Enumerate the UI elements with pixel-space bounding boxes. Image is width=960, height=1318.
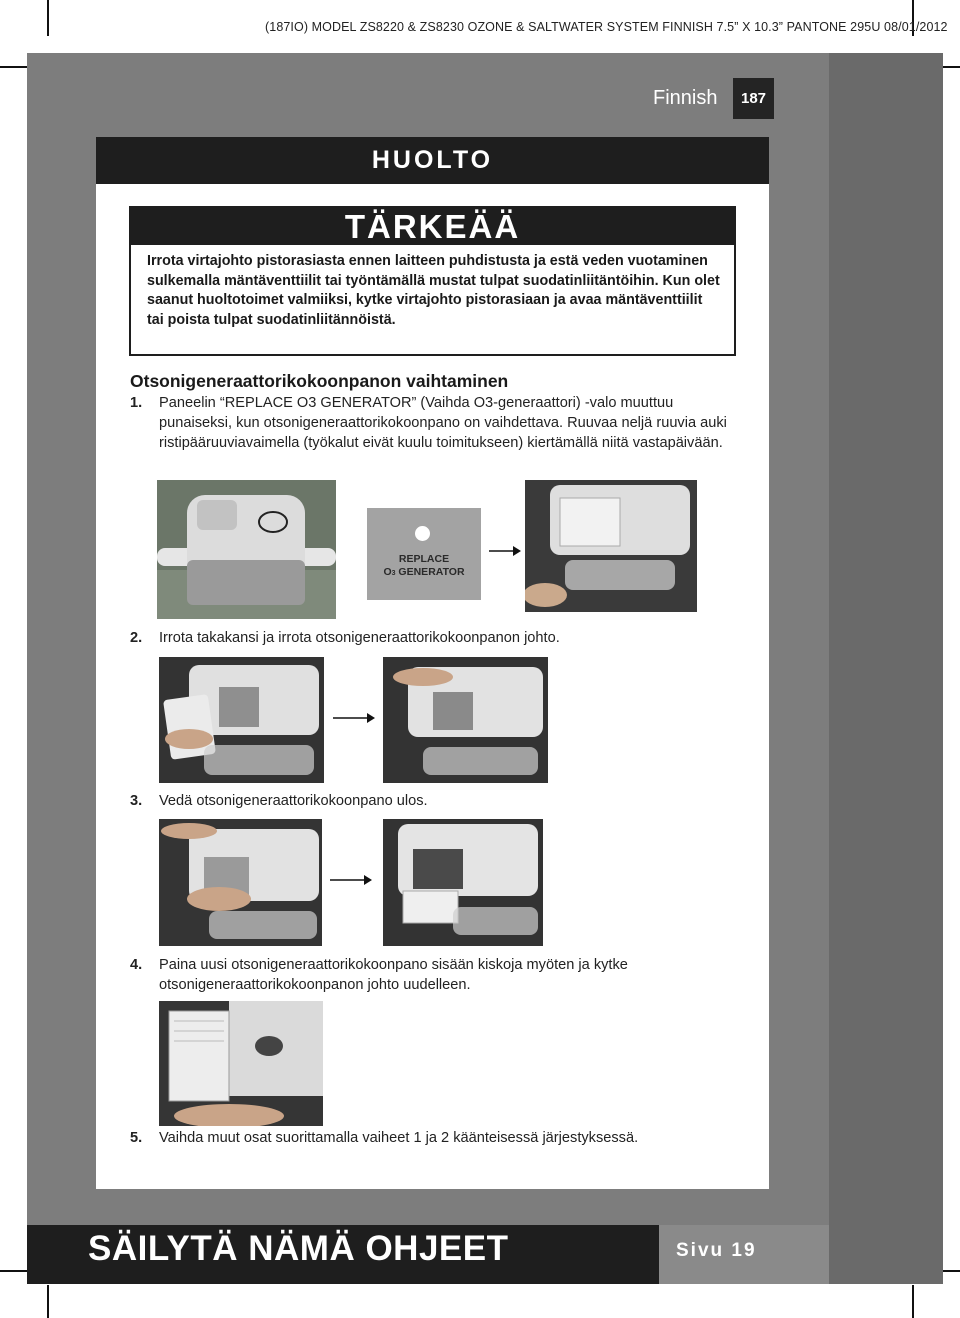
step-number: 3. [130,793,143,809]
step-number: 4. [130,957,143,973]
subheading: Otsonigeneraattorikokoonpanon vaihtaminen [130,371,509,391]
step-text: Irrota takakansi ja irrota otsonigeneraattorikokoonpanon johto. [159,630,560,646]
photo-unscrew-back-cover [525,480,697,612]
page-number-badge: 187 [733,78,774,119]
crop-mark [912,1285,914,1318]
arrow-icon [330,874,372,886]
photo-removed-assembly [383,819,543,946]
language-label: Finnish [653,87,718,109]
photo-disconnect-cable [383,657,548,783]
footer-right-bar [829,1225,943,1284]
panel-label: REPLACE O3 GENERATOR [383,553,465,578]
step-text: Paina uusi otsonigeneraattorikokoonpano sisään kiskoja myöten ja kytke otsonigeneraattorikokoonpanon johto uudelleen. [159,957,628,994]
step-number: 2. [130,630,143,646]
photo-pull-out-assembly [159,819,322,946]
photo-remove-back-cover [159,657,324,783]
crop-mark [47,1285,49,1318]
step-text: Vedä otsonigeneraattorikokoonpano ulos. [159,793,428,809]
print-header: (187IO) MODEL ZS8220 & ZS8230 OZONE & SALTWATER SYSTEM FINNISH 7.5” X 10.3” PANTONE 295U 08/01/2012 [265,20,948,34]
step-text: Paneelin “REPLACE O3 GENERATOR” (Vaihda O3-generaattori) -valo muuttuu punaiseksi, kun otsonigeneraattorikokoonpano on vaihdettava. Ruuvaa neljä ruuvia auki ristipääruuviavaimella (työkalut eivät kuulu toimitukseen) kiertämällä niitä vastapäivään. [159,395,727,452]
warning-title: TÄRKEÄÄ [131,208,734,245]
footer-title: SÄILYTÄ NÄMÄ OHJEET [88,1229,509,1268]
crop-mark [47,0,49,36]
right-margin-bar [829,53,943,1284]
warning-box [129,206,736,356]
step-text: Vaihda muut osat suorittamalla vaiheet 1 ja 2 käänteisessä järjestyksessä. [159,1130,639,1146]
photo-control-panel [367,508,481,600]
arrow-icon [333,712,375,724]
arrow-icon [489,545,521,557]
step-number: 1. [130,395,143,411]
indicator-light [415,526,430,541]
photo-insert-new-assembly [159,1001,323,1126]
section-title: HUOLTO [96,137,769,184]
warning-text: Irrota virtajohto pistorasiasta ennen laitteen puhdistusta ja estä veden vuotaminen sulkemalla mäntäventtiilit tai työntämällä mustat tulpat suodatinliitäntöihin. Kun olet saanut huoltotoimet valmiiksi, kytke virtajohto pistorasiaan ja avaa mäntäventtiilit tai poista tulpat suodatinliitännöistä. [147,253,720,328]
footer-page-number: Sivu 19 [676,1240,757,1261]
step-number: 5. [130,1130,143,1146]
photo-ozone-unit-top [157,480,336,619]
